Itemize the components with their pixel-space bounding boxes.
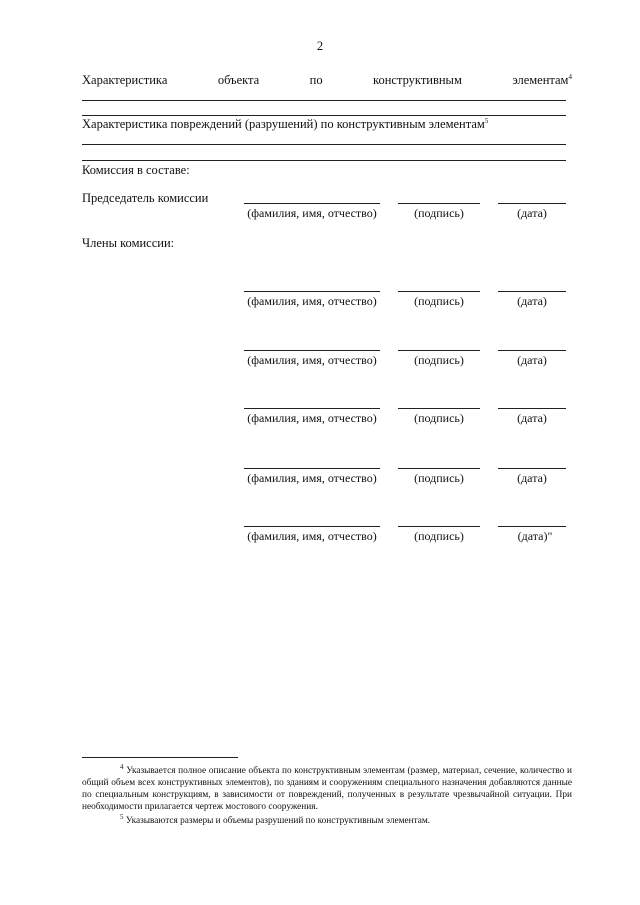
object-char-word-2: объекта: [217, 73, 260, 87]
fio-line: [244, 408, 380, 409]
object-char-word-3: по: [309, 73, 323, 87]
page-number: 2: [316, 39, 324, 53]
signature-line: [398, 468, 480, 469]
object-char-word-5: элементам$^4$: [512, 72, 572, 87]
date-caption: (дата): [517, 471, 547, 485]
date-caption-last: (дата)": [517, 529, 553, 543]
fio-line: [244, 468, 380, 469]
fio-caption: (фамилия, имя, отчество): [247, 353, 377, 367]
fill-line: [82, 144, 566, 145]
fio-line: [244, 350, 380, 351]
footnote-mark-5: 5: [120, 812, 124, 821]
fio-line: [244, 526, 380, 527]
fill-line: [82, 100, 566, 101]
fio-caption: (фамилия, имя, отчество): [247, 411, 377, 425]
footnote-4-text: Указывается полное описание объекта по конструктивным элементам (размер, материал, сечение, количество и общий объем всех конструктивных элементов), по зданиям и сооружениям специального назначения добавляются данные по специальным конструкциям, в зависимости от повреждений, полученных в результате чрезвычайной ситуации. При необходимости прилагается чертеж мостового сооружения.: [82, 766, 572, 812]
commission-label: Комиссия в составе:: [82, 163, 190, 177]
damage-characteristic-heading: Характеристика повреждений (разрушений) по конструктивным элементам$^5$: [82, 116, 489, 131]
fio-caption: (фамилия, имя, отчество): [247, 471, 377, 485]
footnote-4: [82, 762, 572, 814]
signature-caption: (подпись): [414, 471, 464, 485]
footnote-5-text: Указываются размеры и объемы разрушений по конструктивным элементам.: [125, 815, 431, 826]
fio-caption: (фамилия, имя, отчество): [247, 206, 377, 220]
chair-label: Председатель комиссии: [82, 191, 209, 205]
date-line: [498, 468, 566, 469]
date-caption: (дата): [517, 411, 547, 425]
date-caption: (дата): [517, 294, 547, 308]
date-caption: (дата): [517, 206, 547, 220]
footnote-5: [82, 812, 572, 828]
fio-line: [244, 203, 380, 204]
signature-line: [398, 408, 480, 409]
object-char-word-1: Характеристика: [82, 73, 168, 87]
footnote-ref-4: 4: [568, 72, 572, 81]
signature-caption: (подпись): [414, 529, 464, 543]
members-label: Члены комиссии:: [82, 236, 175, 250]
object-char-word-4: конструктивным: [373, 73, 462, 87]
fio-caption: (фамилия, имя, отчество): [247, 529, 377, 543]
object-characteristic-heading: [82, 74, 572, 87]
footnote-mark-4: 4: [120, 762, 124, 771]
footnotes: [82, 762, 572, 827]
signature-line: [398, 203, 480, 204]
signature-caption: (подпись): [414, 411, 464, 425]
fill-line: [82, 160, 566, 161]
date-line: [498, 291, 566, 292]
fill-line: [82, 115, 566, 116]
date-line: [498, 526, 566, 527]
signature-line: [398, 350, 480, 351]
signature-line: [398, 291, 480, 292]
signature-line: [398, 526, 480, 527]
date-line: [498, 203, 566, 204]
date-line: [498, 350, 566, 351]
date-line: [498, 408, 566, 409]
signature-caption: (подпись): [414, 294, 464, 308]
date-caption: (дата): [517, 353, 547, 367]
signature-caption: (подпись): [414, 353, 464, 367]
footnote-separator: [82, 757, 238, 758]
signature-caption: (подпись): [414, 206, 464, 220]
fio-line: [244, 291, 380, 292]
fio-caption: (фамилия, имя, отчество): [247, 294, 377, 308]
footnote-ref-5: 5: [484, 116, 489, 125]
